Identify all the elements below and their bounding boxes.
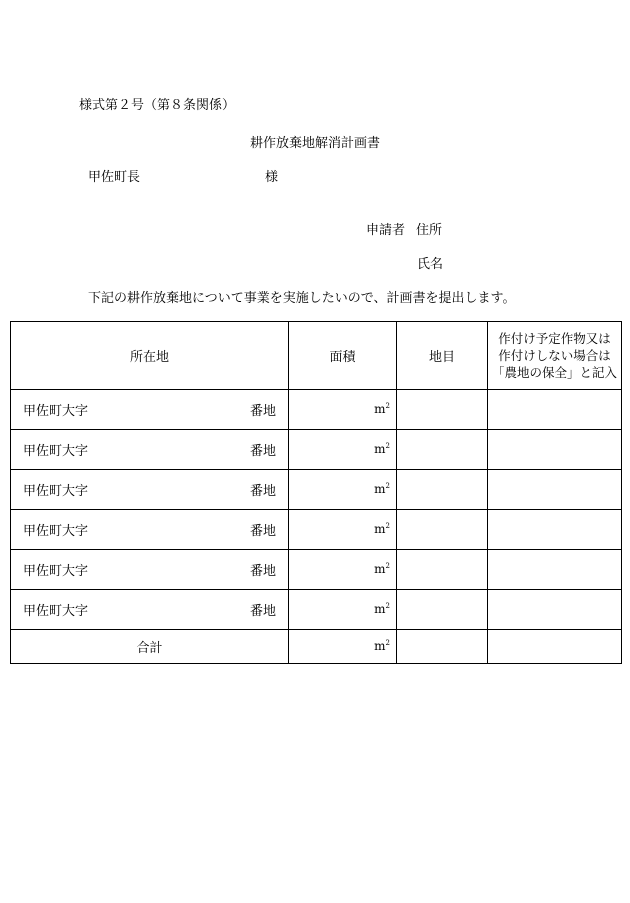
header-crop-line3: 「農地の保全」と記入 — [491, 365, 617, 380]
location-suffix: 番地 — [249, 564, 276, 579]
location-prefix: 甲佐町大字 — [23, 444, 89, 459]
address-label: 住所 — [416, 223, 443, 238]
applicant-label: 申請者 — [366, 223, 406, 238]
area-cell[interactable] — [289, 550, 397, 590]
location-cell[interactable] — [11, 550, 289, 590]
land-category-cell[interactable] — [397, 390, 488, 430]
name-label: 氏名 — [417, 257, 444, 272]
area-unit-base: m — [374, 402, 386, 416]
area-unit — [374, 562, 390, 576]
table-row — [11, 590, 622, 630]
location-cell[interactable] — [11, 590, 289, 630]
location-prefix: 甲佐町大字 — [23, 564, 89, 579]
area-unit-base: m — [374, 522, 386, 536]
total-label: 合計 — [11, 630, 289, 664]
area-unit — [374, 442, 390, 456]
area-cell[interactable] — [289, 510, 397, 550]
crop-cell[interactable] — [488, 470, 622, 510]
location-cell[interactable] — [11, 390, 289, 430]
total-area-unit-base: m — [374, 639, 386, 653]
area-cell[interactable] — [289, 470, 397, 510]
location-cell[interactable] — [11, 470, 289, 510]
table-row — [11, 390, 622, 430]
area-cell[interactable] — [289, 390, 397, 430]
header-crop-line1: 作付け予定作物又は — [498, 331, 611, 346]
area-cell[interactable] — [289, 430, 397, 470]
location-suffix: 番地 — [249, 524, 276, 539]
honorific: 様 — [265, 170, 279, 185]
crop-cell[interactable] — [488, 390, 622, 430]
form-number: 様式第２号（第８条関係） — [79, 98, 236, 113]
total-crop-cell[interactable] — [488, 630, 622, 664]
crop-cell[interactable] — [488, 590, 622, 630]
table-row — [11, 430, 622, 470]
area-unit — [374, 482, 390, 496]
header-area: 面積 — [289, 322, 397, 390]
area-unit-base: m — [374, 482, 386, 496]
statement-text: 下記の耕作放棄地について事業を実施したいので、計画書を提出します。 — [88, 291, 516, 306]
table-row — [11, 470, 622, 510]
header-crop — [488, 322, 622, 390]
document-title: 耕作放棄地解消計画書 — [249, 136, 380, 151]
area-unit — [374, 602, 390, 616]
location-suffix: 番地 — [249, 444, 276, 459]
total-row — [11, 630, 622, 664]
land-category-cell[interactable] — [397, 470, 488, 510]
area-unit-base: m — [374, 562, 386, 576]
area-unit-sup: 2 — [385, 482, 390, 490]
area-cell[interactable] — [289, 590, 397, 630]
total-land-category-cell[interactable] — [397, 630, 488, 664]
total-area-unit-sup: 2 — [385, 639, 390, 647]
location-prefix: 甲佐町大字 — [23, 524, 89, 539]
land-category-cell[interactable] — [397, 430, 488, 470]
area-unit-base: m — [374, 602, 386, 616]
addressee: 甲佐町長 — [88, 170, 141, 185]
total-area-cell[interactable] — [289, 630, 397, 664]
header-land-category: 地目 — [397, 322, 488, 390]
crop-cell[interactable] — [488, 550, 622, 590]
location-prefix: 甲佐町大字 — [23, 484, 89, 499]
area-unit-sup: 2 — [385, 562, 390, 570]
table-row — [11, 510, 622, 550]
table-row — [11, 550, 622, 590]
area-unit — [374, 522, 390, 536]
plan-table — [10, 321, 622, 664]
crop-cell[interactable] — [488, 510, 622, 550]
table-header-row — [11, 322, 622, 390]
area-unit-base: m — [374, 442, 386, 456]
location-suffix: 番地 — [249, 404, 276, 419]
header-location: 所在地 — [11, 322, 289, 390]
location-prefix: 甲佐町大字 — [23, 604, 89, 619]
area-unit — [374, 402, 390, 416]
area-unit-sup: 2 — [385, 402, 390, 410]
land-category-cell[interactable] — [397, 550, 488, 590]
location-cell[interactable] — [11, 510, 289, 550]
location-prefix: 甲佐町大字 — [23, 404, 89, 419]
area-unit-sup: 2 — [385, 602, 390, 610]
location-cell[interactable] — [11, 430, 289, 470]
area-unit-sup: 2 — [385, 522, 390, 530]
crop-cell[interactable] — [488, 430, 622, 470]
land-category-cell[interactable] — [397, 590, 488, 630]
land-category-cell[interactable] — [397, 510, 488, 550]
total-area-unit — [374, 639, 390, 653]
location-suffix: 番地 — [249, 604, 276, 619]
location-suffix: 番地 — [249, 484, 276, 499]
header-crop-line2: 作付けしない場合は — [498, 348, 611, 363]
area-unit-sup: 2 — [385, 442, 390, 450]
